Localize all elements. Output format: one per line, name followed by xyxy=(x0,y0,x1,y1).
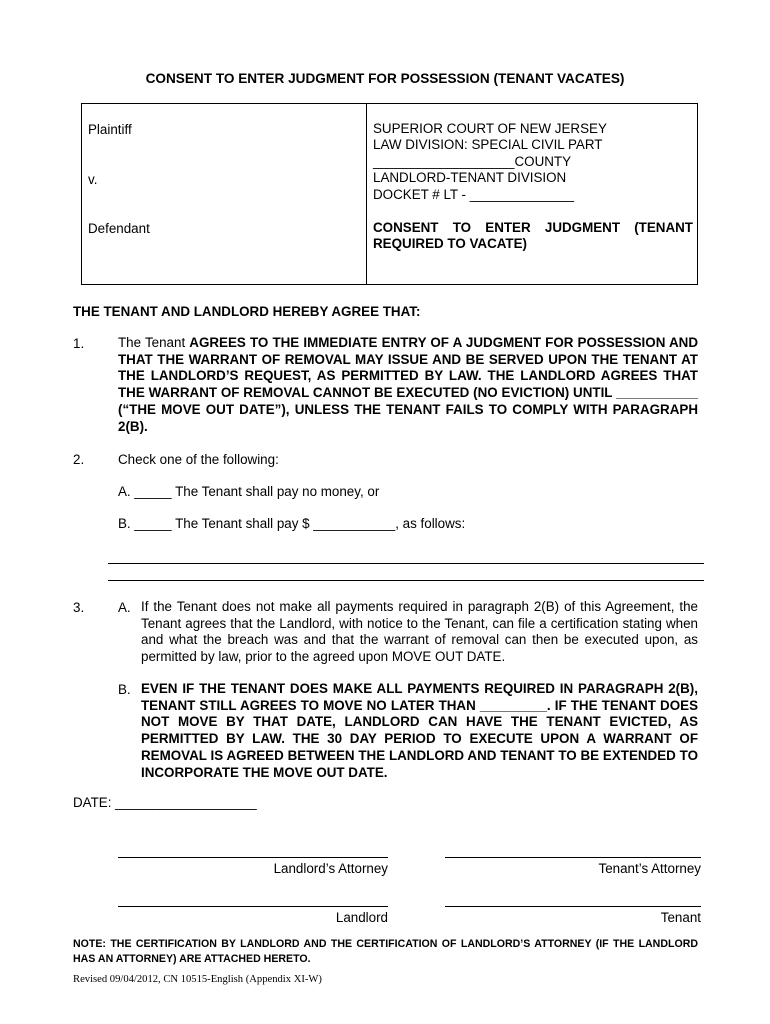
paragraph-2-text: Check one of the following: xyxy=(118,452,279,467)
document-title: CONSENT TO ENTER JUDGMENT FOR POSSESSION (TENANT VACATES) xyxy=(145,71,625,86)
landlord-attorney-label: Landlord’s Attorney xyxy=(273,861,388,876)
court-info xyxy=(373,121,693,203)
paragraph-2-number: 2. xyxy=(73,452,85,467)
tenant-signature-line xyxy=(445,906,701,907)
payment-terms-line-2 xyxy=(108,580,704,581)
paragraph-3a-label: A. xyxy=(118,600,131,615)
paragraph-3-number: 3. xyxy=(73,600,85,615)
paragraph-1-lead: The Tenant xyxy=(118,335,190,350)
defendant-label: Defendant xyxy=(88,221,150,236)
plaintiff-label: Plaintiff xyxy=(88,122,132,137)
option-b-pay-amount: B. _____ The Tenant shall pay $ ___________, as follows: xyxy=(118,516,466,531)
court-division: LAW DIVISION: SPECIAL CIVIL PART xyxy=(373,137,603,153)
certification-note: NOTE: THE CERTIFICATION BY LANDLORD AND THE CERTIFICATION OF LANDLORD’S ATTORNEY (IF THE LANDLORD HAS AN ATTORNEY) ARE ATTACHED HERETO. xyxy=(73,938,698,965)
landlord-label: Landlord xyxy=(335,910,388,925)
paragraph-3b-text: EVEN IF THE TENANT DOES MAKE ALL PAYMENTS REQUIRED IN PARAGRAPH 2(B), TENANT STILL AGREES TO MOVE NO LATER THAN _________. IF THE TENANT DOES NOT MOVE BY THAT DATE, LANDLORD CAN HAVE THE TENANT EVICTED, AS PERMITTED BY LAW. THE 30 DAY PERIOD TO EXECUTE UPON A WARRANT OF REMOVAL IS AGREED BETWEEN THE LANDLORD AND TENANT TO BE EXTENDED TO INCORPORATE THE MOVE OUT DATE. xyxy=(141,681,698,780)
landlord-signature-line xyxy=(118,906,388,907)
docket-number: DOCKET # LT - ______________ xyxy=(373,186,574,202)
county-line: ___________________COUNTY xyxy=(373,153,572,169)
tenant-attorney-label: Tenant’s Attorney xyxy=(598,861,701,876)
option-a-no-money: A. _____ The Tenant shall pay no money, or xyxy=(118,484,380,499)
paragraph-3b-label: B. xyxy=(118,682,131,697)
paragraph-1-number: 1. xyxy=(73,336,85,351)
paragraph-3a-text: If the Tenant does not make all payments required in paragraph 2(B) of this Agreement, the Tenant agrees that the Landlord, with notice to the Tenant, can file a certification stating when and what the breach was and that the warrant of removal can then be executed upon, as permitted by law, prior to the agreed upon MOVE OUT DATE. xyxy=(141,599,698,665)
landlord-tenant-division: LANDLORD-TENANT DIVISION xyxy=(373,170,567,186)
tenant-label: Tenant xyxy=(660,910,701,925)
caption-divider xyxy=(366,103,367,285)
landlord-attorney-signature-line xyxy=(118,857,388,858)
tenant-attorney-signature-line xyxy=(445,857,701,858)
revision-footer: Revised 09/04/2012, CN 10515-English (Appendix XI-W) xyxy=(73,974,322,985)
paragraph-1-bold: AGREES TO THE IMMEDIATE ENTRY OF A JUDGMENT FOR POSSESSION AND THAT THE WARRANT OF REMOVAL MAY ISSUE AND BE SERVED UPON THE TENANT AT THE LANDLORD’S REQUEST, AS PERMITTED BY LAW. THE LANDLORD AGREES THAT THE WARRANT OF REMOVAL CANNOT BE EXECUTED (NO EVICTION) UNTIL ___________ (“THE MOVE OUT DATE”), UNLESS THE TENANT FAILS TO COMPLY WITH PARAGRAPH 2(B). xyxy=(118,335,699,434)
payment-terms-line-1 xyxy=(108,563,704,564)
consent-heading: CONSENT TO ENTER JUDGMENT (TENANT REQUIRED TO VACATE) xyxy=(373,220,693,252)
court-name: SUPERIOR COURT OF NEW JERSEY xyxy=(373,121,607,136)
date-line: DATE: ___________________ xyxy=(73,795,257,810)
paragraph-1 xyxy=(118,335,698,435)
agreement-heading: THE TENANT AND LANDLORD HEREBY AGREE THAT: xyxy=(73,304,421,319)
versus-label: v. xyxy=(88,172,98,187)
